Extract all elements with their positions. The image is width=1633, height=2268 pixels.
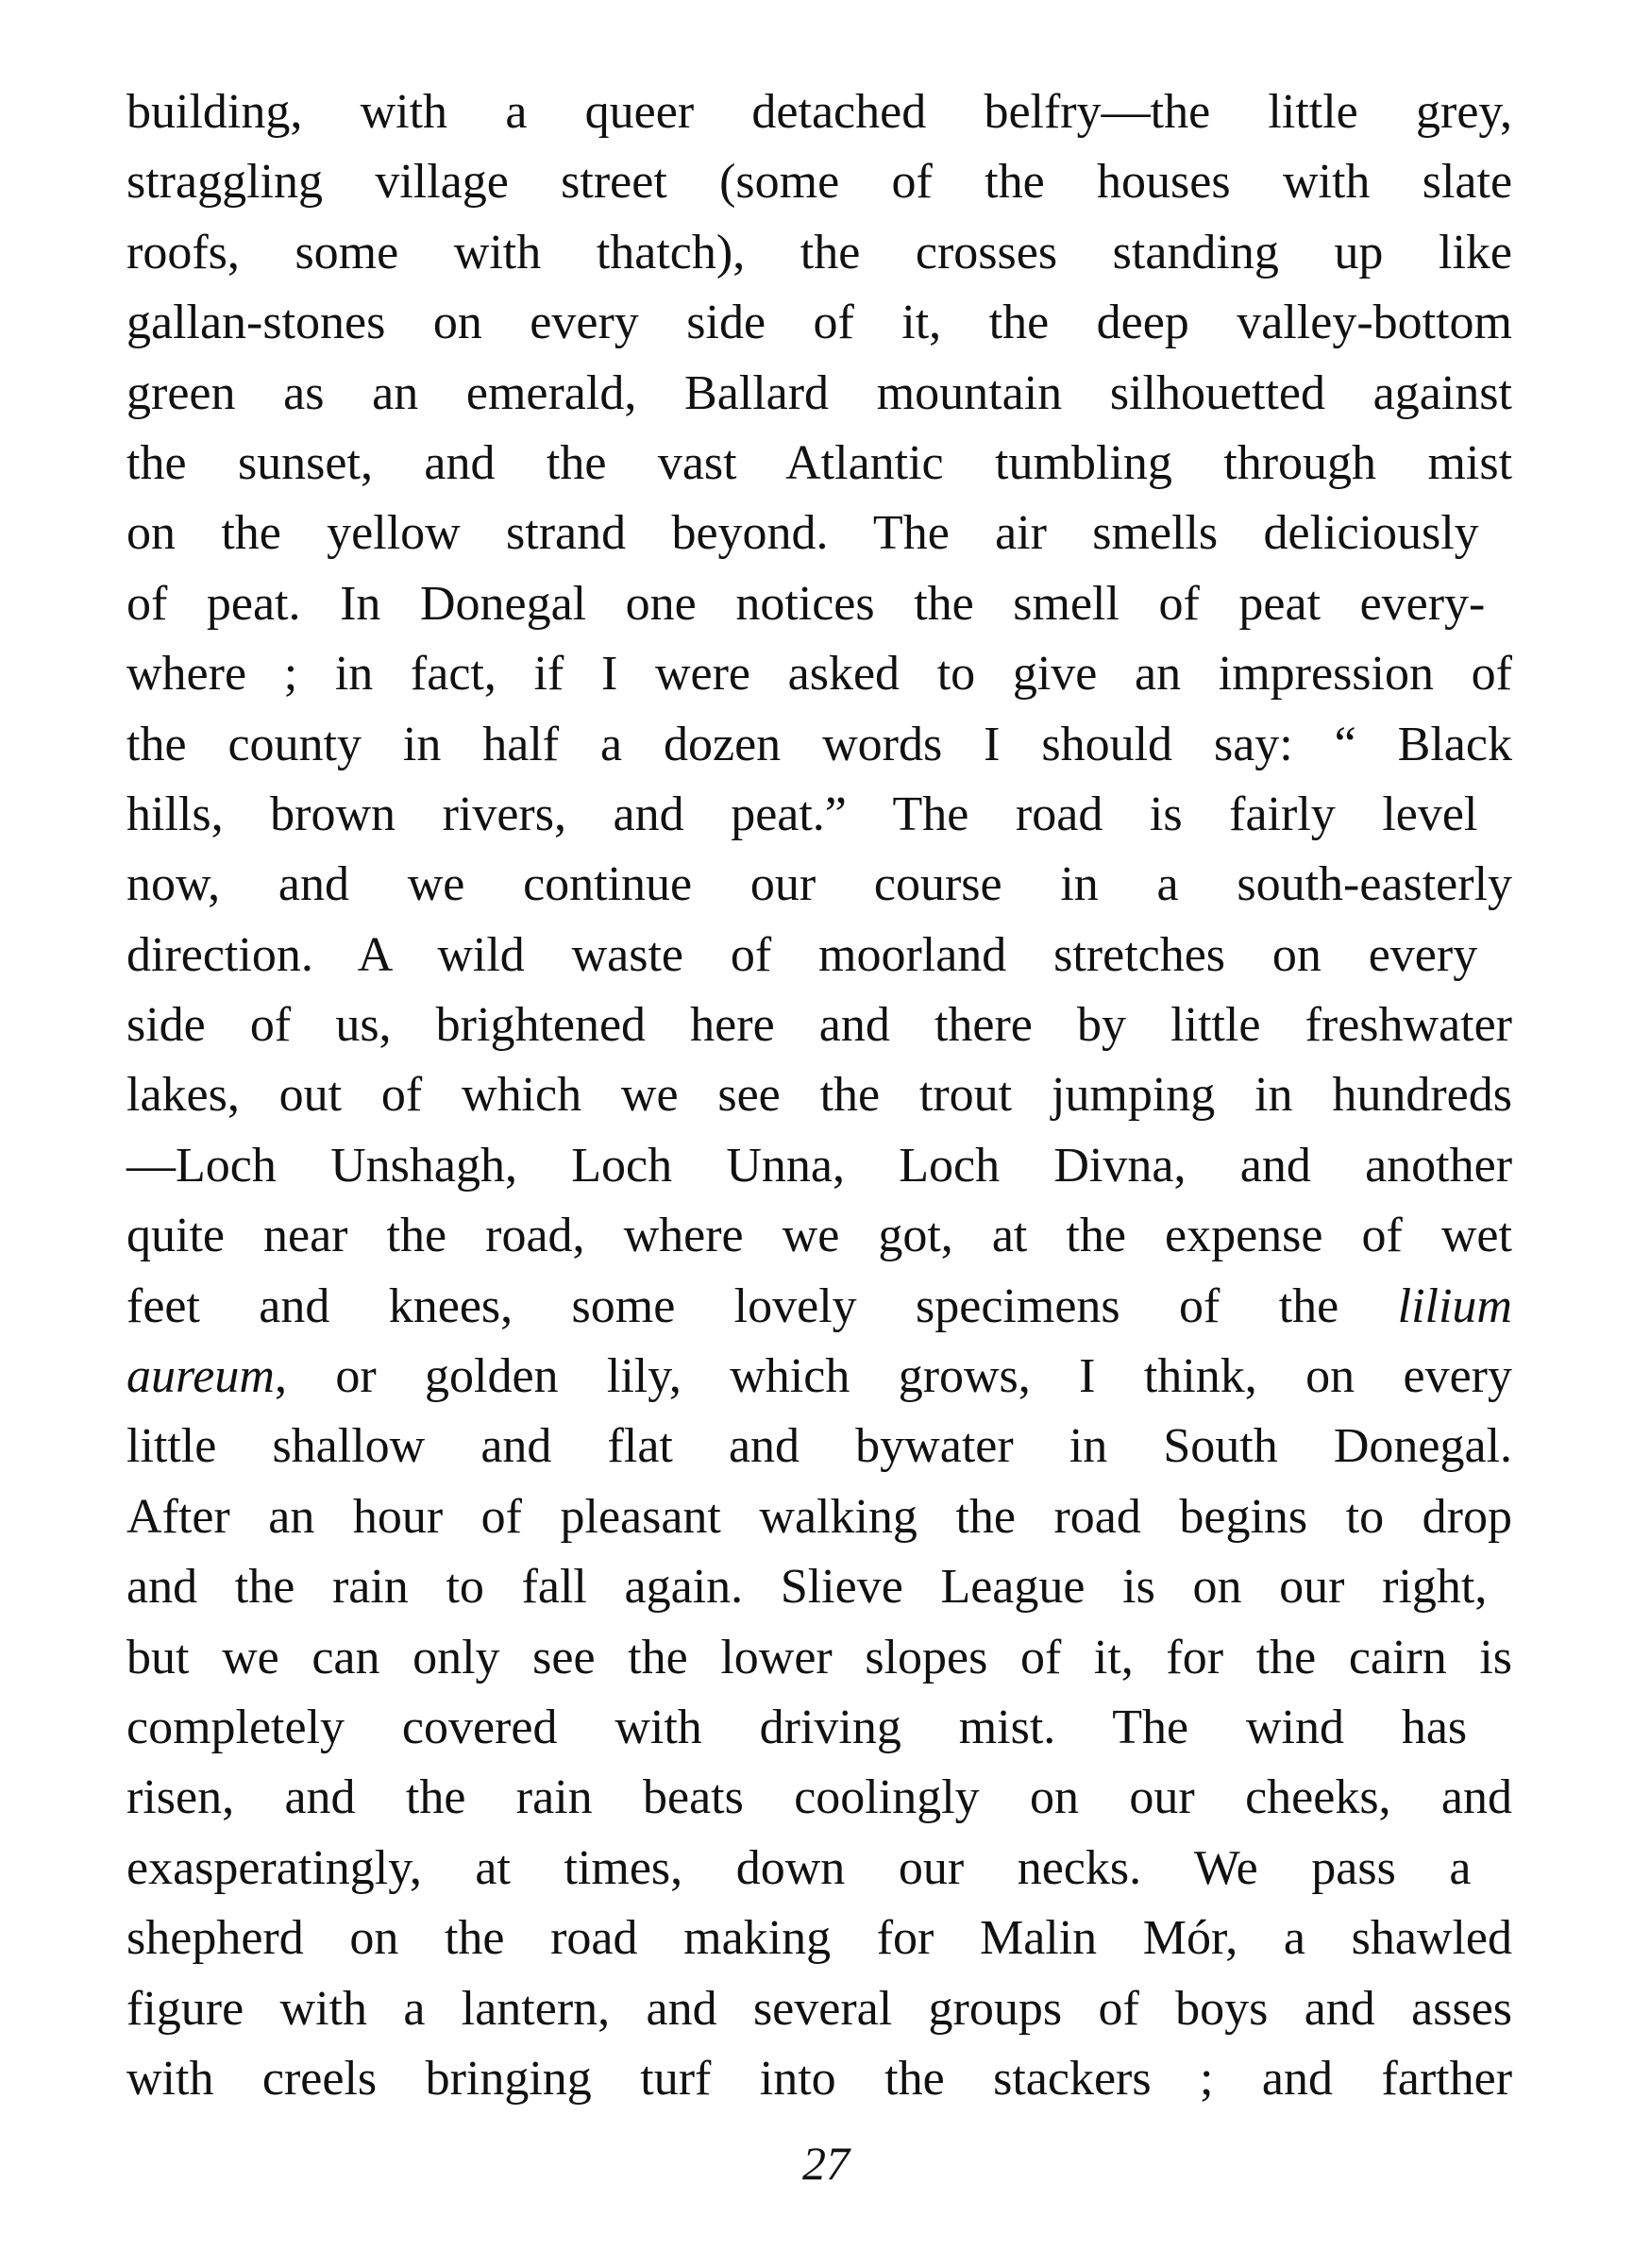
text-segment: now, and we continue our course in a south-easterly	[126, 857, 1513, 912]
page-number: 27	[802, 2137, 850, 2190]
text-segment: roofs, some with thatch), the crosses standing up like	[126, 225, 1512, 279]
text-line	[126, 1412, 1512, 1481]
text-segment: After an hour of pleasant walking the road begins to drop	[126, 1489, 1512, 1544]
body-text	[126, 77, 1514, 2114]
text-line	[126, 850, 1512, 920]
text-segment: figure with a lantern, and several groups of boys and asses	[126, 1981, 1513, 2036]
text-segment: direction. A wild waste of moorland stretches on every	[126, 927, 1478, 982]
text-segment: little shallow and flat and bywater in South Donegal.	[126, 1419, 1513, 1474]
text-line	[126, 147, 1512, 217]
text-line	[126, 569, 1512, 639]
text-line	[126, 1834, 1512, 1904]
text-line	[126, 1623, 1512, 1693]
text-segment: the sunset, and the vast Atlantic tumbling through mist	[126, 435, 1513, 490]
text-line	[126, 1763, 1512, 1833]
text-segment: on the yellow strand beyond. The air smells deliciously	[126, 506, 1479, 561]
text-segment: straggling village street (some of the houses with slate	[126, 155, 1513, 210]
text-segment: gallan-stones on every side of it, the deep valley-bottom	[126, 296, 1512, 350]
text-line	[126, 288, 1512, 358]
text-line	[126, 780, 1512, 850]
text-segment: hills, brown rivers, and peat.” The road is fairly level	[126, 787, 1478, 841]
text-line	[126, 639, 1512, 709]
text-line	[126, 921, 1512, 990]
text-segment: and the rain to fall again. Slieve League is on our right,	[126, 1560, 1488, 1615]
text-segment: , or golden lily, which grows, I think, on every	[274, 1349, 1512, 1404]
text-line	[126, 1693, 1512, 1763]
text-segment: exasperatingly, at times, down our necks. We pass a	[126, 1840, 1472, 1895]
text-segment: completely covered with driving mist. The wind has	[126, 1700, 1468, 1754]
text-line	[126, 1201, 1512, 1271]
text-segment: but we can only see the lower slopes of it, for the cairn is	[126, 1630, 1513, 1684]
text-line	[126, 499, 1512, 568]
text-line	[126, 429, 1512, 499]
text-line	[126, 1974, 1512, 2044]
text-line	[126, 1131, 1512, 1201]
text-segment: the county in half a dozen words I should say: “ Black	[126, 717, 1512, 771]
text-line	[126, 1060, 1512, 1130]
text-segment: feet and knees, some lovely specimens of the	[126, 1278, 1398, 1333]
text-line	[126, 1904, 1512, 1973]
text-line	[126, 2044, 1512, 2114]
text-segment: of peat. In Donegal one notices the smell of peat every-	[126, 576, 1486, 631]
text-line	[126, 218, 1512, 288]
text-segment: risen, and the rain beats coolingly on our cheeks, and	[126, 1770, 1512, 1825]
text-line	[126, 710, 1512, 780]
text-line	[126, 1482, 1512, 1552]
text-line	[126, 1552, 1512, 1622]
text-line	[126, 1342, 1512, 1412]
italic-text: aureum	[126, 1349, 275, 1404]
text-segment: where ; in fact, if I were asked to give an impression of	[126, 647, 1512, 702]
text-segment: side of us, brightened here and there by little freshwater	[126, 998, 1512, 1053]
text-line	[126, 1272, 1512, 1342]
text-segment: lakes, out of which we see the trout jumping in hundreds	[126, 1068, 1512, 1123]
text-line	[126, 990, 1512, 1060]
text-segment: shepherd on the road making for Malin Mór, a shawled	[126, 1911, 1512, 1966]
text-segment: quite near the road, where we got, at the expense of wet	[126, 1209, 1512, 1263]
text-line	[126, 359, 1512, 429]
text-segment: —Loch Unshagh, Loch Unna, Loch Divna, and another	[126, 1138, 1513, 1193]
italic-text: lilium	[1397, 1278, 1512, 1333]
text-segment: with creels bringing turf into the stackers ; and farther	[126, 2051, 1513, 2106]
text-segment: green as an emerald, Ballard mountain silhouetted against	[126, 365, 1512, 420]
text-line	[126, 77, 1512, 147]
text-segment: building, with a queer detached belfry—the little grey,	[126, 85, 1513, 139]
